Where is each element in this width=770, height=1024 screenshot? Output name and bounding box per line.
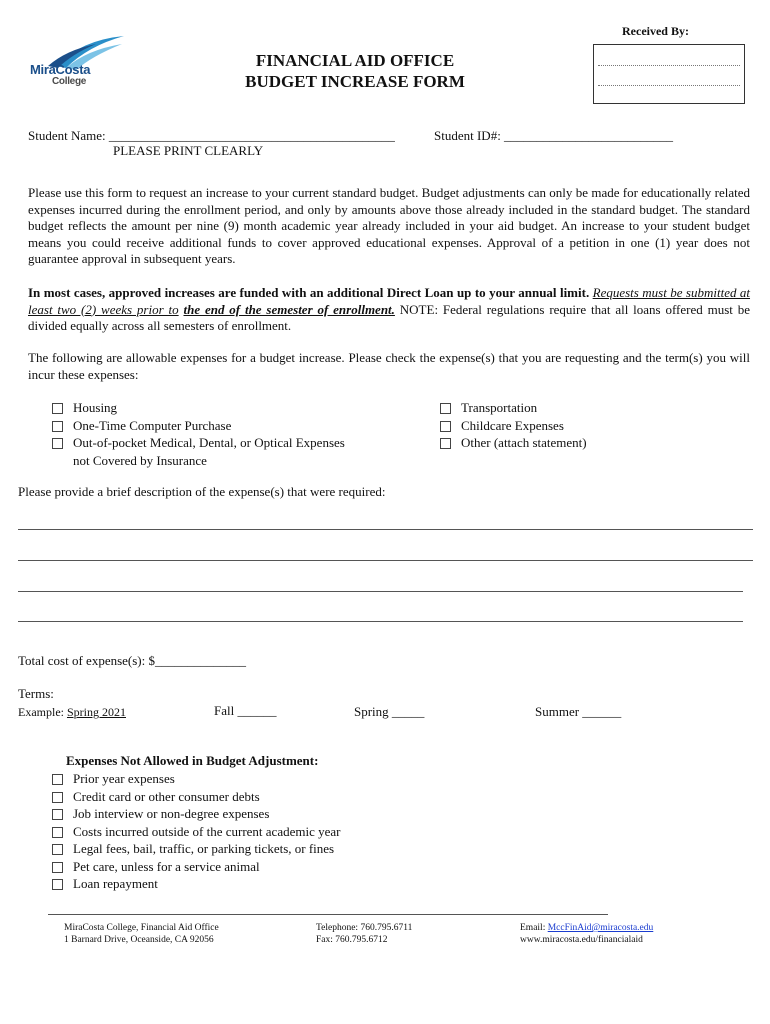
allowable-list-right bbox=[440, 399, 587, 452]
not-allowed-heading: Expenses Not Allowed in Budget Adjustment: bbox=[66, 753, 319, 768]
description-line-4[interactable] bbox=[18, 621, 743, 622]
checkbox[interactable] bbox=[440, 403, 451, 414]
list-item-label: Legal fees, bail, traffic, or parking tickets, or fines bbox=[73, 841, 335, 856]
footer-website[interactable]: www.miracosta.edu/financialaid bbox=[520, 935, 643, 945]
footer-fax: Fax: 760.795.6712 bbox=[316, 935, 388, 945]
list-item-label: Costs incurred outside of the current academic year bbox=[73, 823, 341, 839]
checkbox bbox=[52, 844, 63, 855]
check-label: Transportation bbox=[461, 400, 538, 415]
not-allowed-list bbox=[52, 770, 340, 893]
description-line-3[interactable] bbox=[18, 591, 743, 592]
term-spring-field[interactable]: Spring _____ bbox=[354, 704, 425, 719]
checkbox[interactable] bbox=[440, 438, 451, 449]
checkbox[interactable] bbox=[440, 421, 451, 432]
list-item-label: Prior year expenses bbox=[73, 771, 175, 786]
received-by-label: Received By: bbox=[622, 24, 689, 38]
check-transportation[interactable] bbox=[440, 399, 587, 417]
allowable-intro: The following are allowable expenses for a budget increase. Please check the expense(s) that you are requesting and the term(s) you will incur these expenses: bbox=[28, 350, 750, 382]
list-item bbox=[52, 770, 340, 788]
list-item bbox=[52, 840, 340, 858]
allowable-list-left bbox=[52, 399, 345, 469]
intro-paragraph: Please use this form to request an increase to your current standard budget. Budget adjustments can only be made for educationally related expenses incurred during the enrollment period, and only by amounts above those already included in the standard budget. The standard budget reflects the amount per nine (9) month academic year already included in your aid budget. An increase to your student budget means you could receive additional funds to cover approved educational expenses. Approval of a petition in one (1) year does not guarantee approval in subsequent years. bbox=[28, 185, 750, 266]
loan-bold-text: In most cases, approved increases are funded with an additional Direct Loan up to your annual limit. bbox=[28, 285, 590, 300]
check-childcare[interactable] bbox=[440, 417, 587, 435]
footer-email-link[interactable]: MccFinAid@miracosta.edu bbox=[547, 923, 654, 933]
checkbox[interactable] bbox=[52, 421, 63, 432]
checkbox bbox=[52, 827, 63, 838]
check-label: Housing bbox=[73, 400, 118, 415]
loan-paragraph bbox=[28, 285, 750, 335]
checkbox[interactable] bbox=[52, 403, 63, 414]
logo-main-text: MiraCosta bbox=[30, 62, 91, 77]
check-label: One-Time Computer Purchase bbox=[73, 417, 232, 433]
footer-telephone: Telephone: 760.795.6711 bbox=[316, 923, 413, 933]
checkbox bbox=[52, 879, 63, 890]
terms-example bbox=[18, 705, 126, 720]
student-id-field[interactable]: Student ID#: __________________________ bbox=[434, 128, 674, 143]
footer-divider bbox=[48, 914, 608, 915]
print-clearly-note: PLEASE PRINT CLEARLY bbox=[113, 143, 264, 158]
form-title-line2: BUDGET INCREASE FORM bbox=[245, 72, 465, 91]
check-medical[interactable] bbox=[52, 434, 345, 452]
list-item-label: Credit card or other consumer debts bbox=[73, 788, 260, 804]
checkbox bbox=[52, 792, 63, 803]
loan-deadline-text: Requests must be submitted at least two (2) weeks prior to bbox=[28, 285, 751, 317]
student-name-field[interactable]: Student Name: ____________________________________________ bbox=[28, 128, 395, 143]
footer-phones bbox=[316, 922, 412, 946]
check-computer[interactable] bbox=[52, 417, 345, 435]
terms-example-value: Spring 2021 bbox=[66, 705, 126, 719]
check-housing[interactable] bbox=[52, 399, 345, 417]
list-item-label: Pet care, unless for a service animal bbox=[73, 858, 260, 874]
footer-contact bbox=[520, 922, 653, 946]
checkbox bbox=[52, 862, 63, 873]
check-medical-cont: not Covered by Insurance bbox=[73, 452, 207, 468]
footer-street: 1 Barnard Drive, Oceanside, CA 92056 bbox=[64, 935, 214, 945]
footer-address bbox=[64, 922, 219, 946]
list-item bbox=[52, 805, 340, 823]
check-label: Childcare Expenses bbox=[461, 417, 564, 433]
list-item bbox=[52, 875, 340, 893]
list-item bbox=[52, 858, 340, 876]
list-item bbox=[52, 823, 340, 841]
logo-sub-text: College bbox=[52, 76, 87, 87]
check-label: Other (attach statement) bbox=[461, 435, 587, 450]
total-cost-field[interactable]: Total cost of expense(s): $______________ bbox=[18, 653, 246, 668]
list-item bbox=[52, 788, 340, 806]
footer-org: MiraCosta College, Financial Aid Office bbox=[64, 923, 219, 933]
checkbox[interactable] bbox=[52, 438, 63, 449]
description-prompt: Please provide a brief description of the expense(s) that were required: bbox=[18, 484, 386, 499]
description-line-2[interactable] bbox=[18, 560, 753, 561]
check-other[interactable] bbox=[440, 434, 587, 452]
footer-email-label: Email: bbox=[520, 923, 546, 933]
loan-deadline-bold: the end of the semester of enrollment. bbox=[183, 301, 395, 317]
received-by-box[interactable] bbox=[593, 44, 745, 104]
description-line-1[interactable] bbox=[18, 529, 753, 530]
check-label: Out-of-pocket Medical, Dental, or Optical Expenses bbox=[73, 435, 345, 450]
form-title-line1: FINANCIAL AID OFFICE bbox=[255, 51, 455, 70]
list-item-label: Loan repayment bbox=[73, 876, 158, 891]
list-item-label: Job interview or non-degree expenses bbox=[73, 806, 270, 821]
term-fall-field[interactable]: Fall ______ bbox=[214, 703, 277, 718]
loan-note-text: NOTE: Federal regulations require that all loans offered must be divided equally across all semesters of enrollment. bbox=[28, 301, 751, 333]
terms-example-prefix: Example: bbox=[18, 705, 64, 719]
checkbox bbox=[52, 774, 63, 785]
checkbox bbox=[52, 809, 63, 820]
term-summer-field[interactable]: Summer ______ bbox=[535, 704, 622, 719]
terms-label: Terms: bbox=[18, 686, 54, 701]
